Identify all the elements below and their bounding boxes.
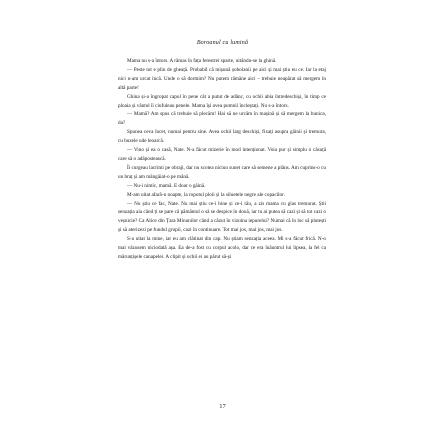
paragraph: — Mamă? Am spus că trebuie să plecăm! Hai să ne urcăm în mașină și să mergem la bunica, da? (118, 111, 326, 127)
paragraph: — Peste tot e plin de gheață. Probabil că mișună șobolanii pe aici și mai știu eu ce. Iar la etaj nici n-am urcat încă. Unde o să dormim? Nu putem rămâne aici – trebuie neapărat să mergem în altă parte! (118, 66, 326, 91)
paragraph: Spunea ceva încet, numai pentru sine. Avea ochii larg deschiși, fixați asupra găinii și tremura, cu buzele ude leoarcă. (118, 129, 326, 145)
paragraph: — Nu-i nimic, mamă. E doar o găină. (127, 182, 206, 189)
paragraph: S-a uitat la mine, iar eu am clătinat din cap. Nu știam senzația aceea. Mi s-a făcut frică. N-o mai văzusem niciodată așa. Ea de-a fost cu corpul acolo, dar ce era înăuntrul lui lipsea, la fel ca mărunțișele canapelei. A clipit și ochii ei au părut să-și (118, 236, 326, 260)
body-text (118, 57, 326, 262)
paragraph: M-am uitat afară-n noapte, la ropotul ploii și la siluetele negre ale copacilor. (127, 191, 285, 198)
paragraph: Ghina și-a îngropat capul în pene cât a putut de adânc, cu ochii abia întredeschiși, în timp ce ploaia și vântul îi ciufuleau penele. Mama își avea pumnii încleștați. Nu s-a întors. (118, 93, 326, 109)
paragraph: — Nu știu ce fac, Nate. Nu mai știu ce-i bine și ce-i rău, a zis mama cu glas tremurat. Știi senzația aia când ți se pare că pământul o să se despice în două, iar tu ai putea să cazi și să tot cazi o veșnicie? Ca Alice din Țara Minunilor când a căzut în vizuina iepurelui? Numai că în loc să plutești și să aterizezi pe fundul gropii, cazi în continuare. Tot mai jos, mai jos, mai jos. (118, 200, 326, 234)
paragraph: Îi curgeau lacrimi pe obraji, dar nu scotea niciun sunet care să semene a plâns. Am cuprins-o cu un braț și am mângâiat-o pe mână. (118, 164, 326, 180)
page-number: 17 (219, 403, 226, 410)
paragraph: — Vino și ea o casă, Nate. N-a făcut mizerie în mod intenționat. Voia pur și simplu o căsuță care să o adăpostească. (118, 147, 326, 162)
paragraph: Mama nu s-a întors. A rămas în fața ferestrei sparte, uitându-se la ghină. (127, 58, 277, 64)
running-title: Boroanul cu lumină (196, 40, 249, 46)
